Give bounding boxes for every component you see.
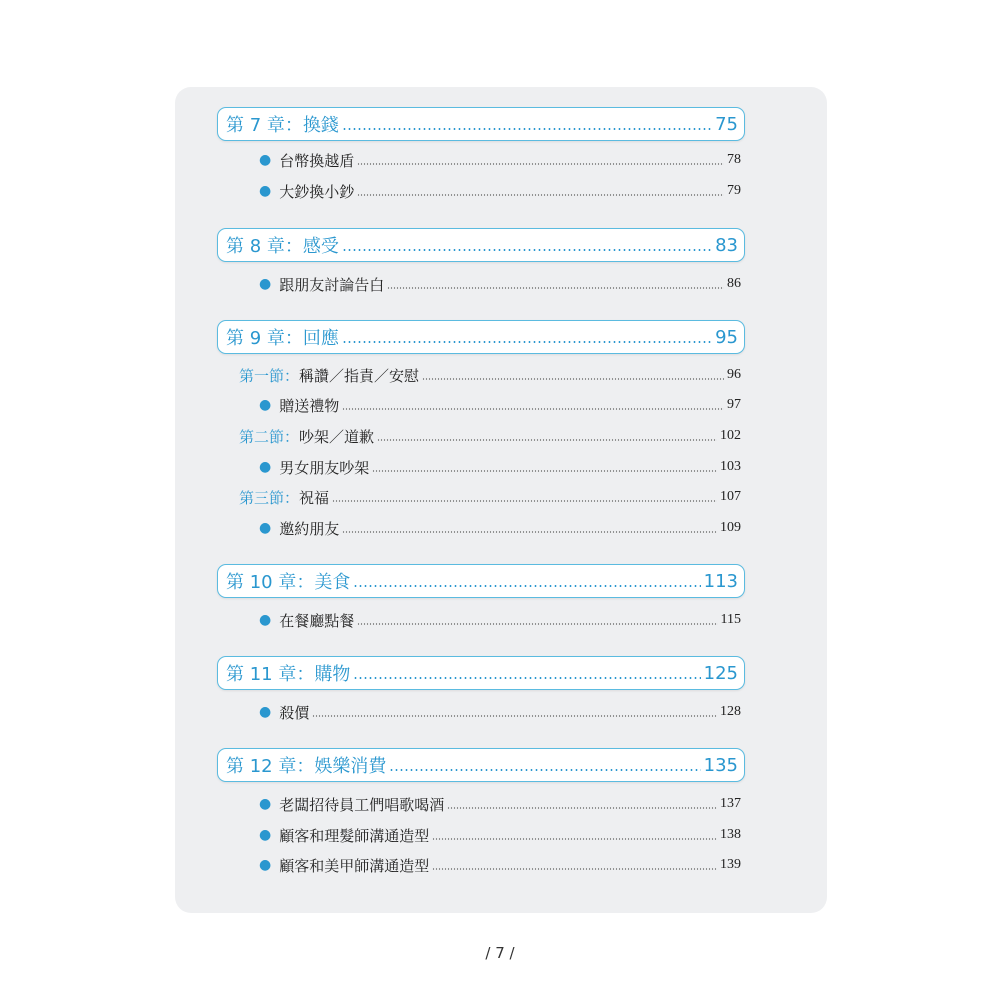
section-entry[interactable] (239, 364, 741, 386)
dot-leader (342, 408, 724, 410)
bullet-dot-icon: ● (259, 397, 272, 413)
entry-page: 86 (727, 276, 741, 291)
dot-leader (422, 378, 724, 380)
dot-leader (332, 500, 717, 502)
entry-page: 79 (727, 183, 741, 198)
chapter-9-heading[interactable] (217, 320, 745, 354)
dot-leader (353, 585, 700, 587)
dot-leader (357, 194, 724, 196)
dot-leader (342, 249, 712, 251)
dot-leader (432, 838, 717, 840)
toc-entry[interactable] (259, 701, 741, 723)
entry-page: 102 (720, 428, 741, 443)
entry-title: 台幣換越盾 (279, 151, 355, 170)
section-label: 第二節： (239, 427, 300, 446)
chapter-title: 第 10 章：美食 (226, 572, 351, 593)
entry-page: 115 (720, 612, 741, 627)
toc-entry[interactable] (259, 793, 741, 815)
entry-title: 吵架／道歉 (299, 427, 375, 446)
dot-leader (342, 531, 717, 533)
dot-leader (357, 623, 717, 625)
bullet-dot-icon: ● (259, 520, 272, 536)
chapter-page: 135 (703, 754, 738, 776)
section-label: 第一節： (239, 366, 300, 385)
toc-entry[interactable] (259, 273, 741, 295)
chapter-7-heading[interactable] (217, 107, 745, 141)
dot-leader (342, 128, 712, 130)
entry-page: 138 (720, 827, 741, 842)
dot-leader (432, 868, 717, 870)
bullet-dot-icon: ● (259, 827, 272, 843)
chapter-title: 第 12 章：娛樂消費 (226, 756, 387, 777)
toc-entry[interactable] (259, 180, 741, 202)
chapter-page: 113 (703, 570, 738, 592)
entry-page: 137 (720, 796, 741, 811)
section-entry[interactable] (239, 486, 741, 508)
toc-card (175, 87, 827, 913)
entry-title: 稱讚／指責／安慰 (299, 366, 420, 385)
chapter-10-heading[interactable] (217, 564, 745, 598)
entry-page: 97 (727, 397, 741, 412)
entry-title: 男女朋友吵架 (279, 458, 370, 477)
toc-entry[interactable] (259, 517, 741, 539)
chapter-page: 95 (715, 326, 738, 348)
chapter-title: 第 8 章：感受 (226, 236, 339, 257)
entry-title: 顧客和理髮師溝通造型 (279, 826, 430, 845)
bullet-dot-icon: ● (259, 857, 272, 873)
entry-title: 顧客和美甲師溝通造型 (279, 856, 430, 875)
entry-page: 128 (720, 704, 741, 719)
chapter-page: 75 (715, 113, 738, 135)
entry-title: 老闆招待員工們唱歌喝酒 (279, 795, 445, 814)
entry-page: 96 (727, 367, 741, 382)
dot-leader (387, 287, 724, 289)
chapter-title: 第 9 章：回應 (226, 328, 339, 349)
entry-page: 103 (720, 459, 741, 474)
chapter-12-heading[interactable] (217, 748, 745, 782)
chapter-title: 第 11 章：購物 (226, 664, 351, 685)
chapter-page: 83 (715, 234, 738, 256)
dot-leader (389, 769, 700, 771)
entry-title: 殺價 (279, 703, 310, 722)
bullet-dot-icon: ● (259, 796, 272, 812)
dot-leader (353, 677, 700, 679)
entry-page: 109 (720, 520, 741, 535)
chapter-11-heading[interactable] (217, 656, 745, 690)
dot-leader (447, 807, 717, 809)
bullet-dot-icon: ● (259, 152, 272, 168)
chapter-page: 125 (703, 662, 738, 684)
entry-page: 107 (720, 489, 741, 504)
toc-entry[interactable] (259, 456, 741, 478)
chapter-title: 第 7 章：換錢 (226, 115, 339, 136)
bullet-dot-icon: ● (259, 276, 272, 292)
dot-leader (342, 341, 712, 343)
entry-page: 139 (720, 857, 741, 872)
entry-title: 祝福 (299, 488, 330, 507)
section-entry[interactable] (239, 425, 741, 447)
toc-entry[interactable] (259, 854, 741, 876)
toc-entry[interactable] (259, 149, 741, 171)
entry-title: 贈送禮物 (279, 396, 340, 415)
entry-page: 78 (727, 152, 741, 167)
entry-title: 在餐廳點餐 (279, 611, 355, 630)
bullet-dot-icon: ● (259, 704, 272, 720)
dot-leader (372, 470, 717, 472)
page-number: / 7 / (485, 944, 515, 962)
section-label: 第三節： (239, 488, 300, 507)
toc-entry[interactable] (259, 609, 741, 631)
dot-leader (312, 715, 717, 717)
dot-leader (377, 439, 717, 441)
entry-title: 邀約朋友 (279, 519, 340, 538)
entry-title: 跟朋友討論告白 (279, 275, 385, 294)
bullet-dot-icon: ● (259, 612, 272, 628)
dot-leader (357, 163, 724, 165)
bullet-dot-icon: ● (259, 459, 272, 475)
entry-title: 大鈔換小鈔 (279, 182, 355, 201)
chapter-8-heading[interactable] (217, 228, 745, 262)
toc-entry[interactable] (259, 394, 741, 416)
bullet-dot-icon: ● (259, 183, 272, 199)
toc-entry[interactable] (259, 824, 741, 846)
